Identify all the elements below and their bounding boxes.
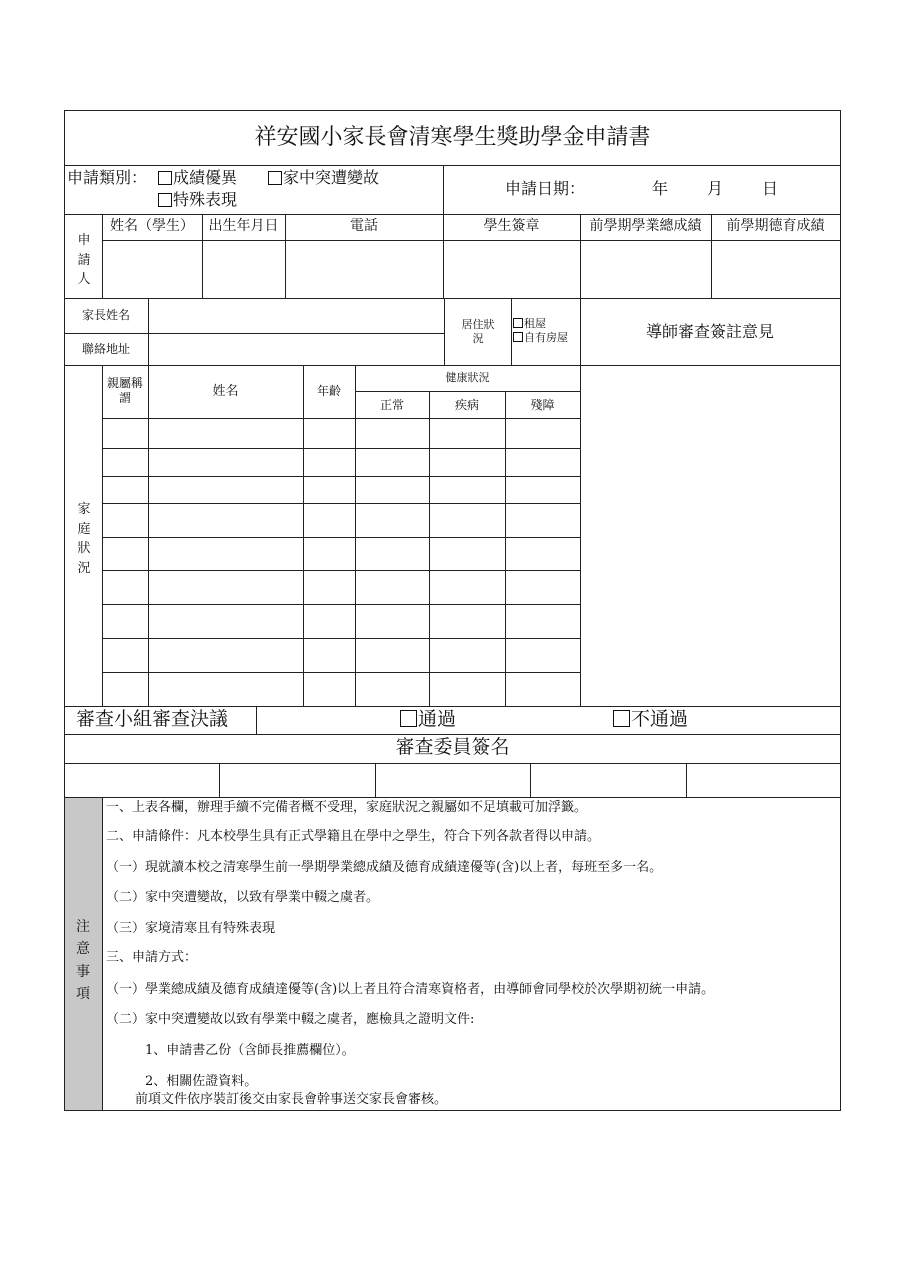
housing-option-rent[interactable]: 租屋 (513, 318, 546, 329)
applicant-header-name: 姓名（學生） (110, 218, 194, 234)
note-line: （三）家境清寒且有特殊表現 (106, 921, 276, 936)
rule (511, 298, 512, 365)
date-month: 月 (707, 179, 724, 198)
note-line: 三、申請方式： (106, 950, 198, 965)
rule (102, 365, 103, 706)
health-disability-header: 殘障 (530, 398, 555, 412)
rule (256, 706, 257, 734)
checkbox-icon[interactable] (613, 710, 630, 727)
checkbox-icon[interactable] (513, 332, 523, 342)
note-line: 前項文件依序裝訂後交由家長會幹事送交家長會審核。 (135, 1092, 448, 1107)
family-side-label: 家庭狀況 (77, 502, 91, 576)
rule (102, 503, 580, 504)
rule (102, 418, 580, 419)
applicant-header-birthdate: 出生年月日 (208, 218, 279, 234)
rule (444, 298, 445, 365)
note-line: 二、申請條件：凡本校學生具有正式學籍且在學中之學生，符合下列各款者得以申請。 (106, 829, 601, 844)
note-line: （二）家中突遭變故，以致有學業中輟之虞者。 (106, 890, 380, 905)
committee-signature-field[interactable] (687, 764, 840, 797)
rule (429, 391, 430, 706)
committee-signature-field[interactable] (220, 764, 375, 797)
housing-label: 居住狀況 (461, 318, 495, 345)
rule (355, 391, 580, 392)
applicant-academic-field[interactable] (581, 241, 711, 298)
rule (64, 734, 841, 735)
health-header: 健康狀況 (445, 371, 490, 384)
note-line: 一、上表各欄，辦理手續不完備者概不受理，家庭狀況之親屬如不足填載可加浮籤。 (106, 800, 588, 815)
rule (443, 165, 444, 214)
rule (148, 365, 149, 706)
note-line: （二）家中突遭變故以致有學業中輟之虞者，應檢具之證明文件: (106, 1012, 475, 1027)
review-label: 審查小組審查決議 (76, 708, 229, 730)
border-left (64, 110, 65, 1110)
applicant-header-signature: 學生簽章 (483, 218, 540, 234)
note-line: 2、相關佐證資料。 (145, 1074, 258, 1089)
note-line: 1、申請書乙份（含師長推薦欄位）。 (145, 1043, 355, 1058)
rule (102, 448, 580, 449)
applicant-birthdate-field[interactable] (203, 241, 285, 298)
note-line: （一）現就讀本校之清寒學生前一學期學業總成績及德育成績達優等(含)以上者，每班至多一名。 (106, 860, 663, 875)
health-illness-header: 疾病 (454, 398, 479, 412)
note-line: （一）學業總成績及德育成績達優等(含)以上者且符合清寒資格者，由導師會同學校於次學期初統一申請。 (106, 982, 715, 997)
review-fail-option[interactable]: 不通過 (613, 710, 688, 729)
rule (64, 165, 841, 166)
address-label: 聯絡地址 (81, 342, 130, 356)
applicant-signature-field[interactable] (444, 241, 580, 298)
category-label: 申請類別： (67, 168, 148, 187)
form-title: 祥安國小家長會清寒學生獎助學金申請書 (254, 125, 651, 150)
category-option-hardship[interactable]: 家中突遭變故 (268, 170, 379, 186)
rule (303, 365, 304, 706)
category-option-special[interactable]: 特殊表現 (158, 192, 237, 208)
committee-signature-label: 審查委員簽名 (395, 736, 510, 758)
checkbox-icon[interactable] (400, 710, 417, 727)
border-bottom (64, 1110, 841, 1111)
rule (102, 638, 580, 639)
rule (64, 214, 841, 215)
housing-option-own[interactable]: 自有房屋 (513, 332, 568, 343)
rule (102, 476, 580, 477)
rule (64, 797, 841, 798)
review-pass-option[interactable]: 通過 (400, 710, 456, 729)
rule (102, 537, 580, 538)
rule (102, 604, 580, 605)
rule (64, 706, 841, 707)
date-label: 申請日期： (505, 179, 586, 198)
rule (505, 391, 506, 706)
border-top (64, 110, 841, 111)
rule (102, 672, 580, 673)
rule (102, 797, 103, 1110)
applicant-header-moral: 前學期德育成績 (726, 218, 825, 234)
committee-signature-field[interactable] (531, 764, 686, 797)
committee-signature-field[interactable] (376, 764, 530, 797)
parent-name-label: 家長姓名 (81, 308, 130, 322)
teacher-opinion-label: 導師審查簽註意見 (645, 322, 774, 341)
applicant-header-academic: 前學期學業總成績 (589, 218, 702, 234)
family-name-header: 姓名 (212, 384, 239, 399)
committee-signature-field[interactable] (65, 764, 219, 797)
health-normal-header: 正常 (379, 398, 404, 412)
teacher-opinion-field[interactable] (581, 366, 840, 706)
category-option-grades[interactable]: 成績優異 (158, 170, 237, 186)
applicant-phone-field[interactable] (286, 241, 443, 298)
border-right (840, 110, 841, 1110)
rule (355, 365, 356, 706)
checkbox-icon[interactable] (158, 171, 172, 185)
age-header: 年齡 (316, 384, 341, 398)
date-year: 年 (652, 179, 669, 198)
applicant-name-field[interactable] (103, 241, 202, 298)
applicant-header-phone: 電話 (350, 218, 378, 234)
checkbox-icon[interactable] (268, 171, 282, 185)
checkbox-icon[interactable] (513, 318, 523, 328)
applicant-side-label: 申請人 (77, 233, 91, 287)
notes-side-label: 注意事項 (76, 919, 90, 1003)
parent-name-field[interactable] (149, 299, 444, 333)
rule (102, 570, 580, 571)
address-field[interactable] (149, 334, 444, 365)
applicant-moral-field[interactable] (712, 241, 840, 298)
relation-header: 親屬稱謂 (106, 376, 143, 405)
date-day: 日 (762, 179, 779, 198)
checkbox-icon[interactable] (158, 193, 172, 207)
